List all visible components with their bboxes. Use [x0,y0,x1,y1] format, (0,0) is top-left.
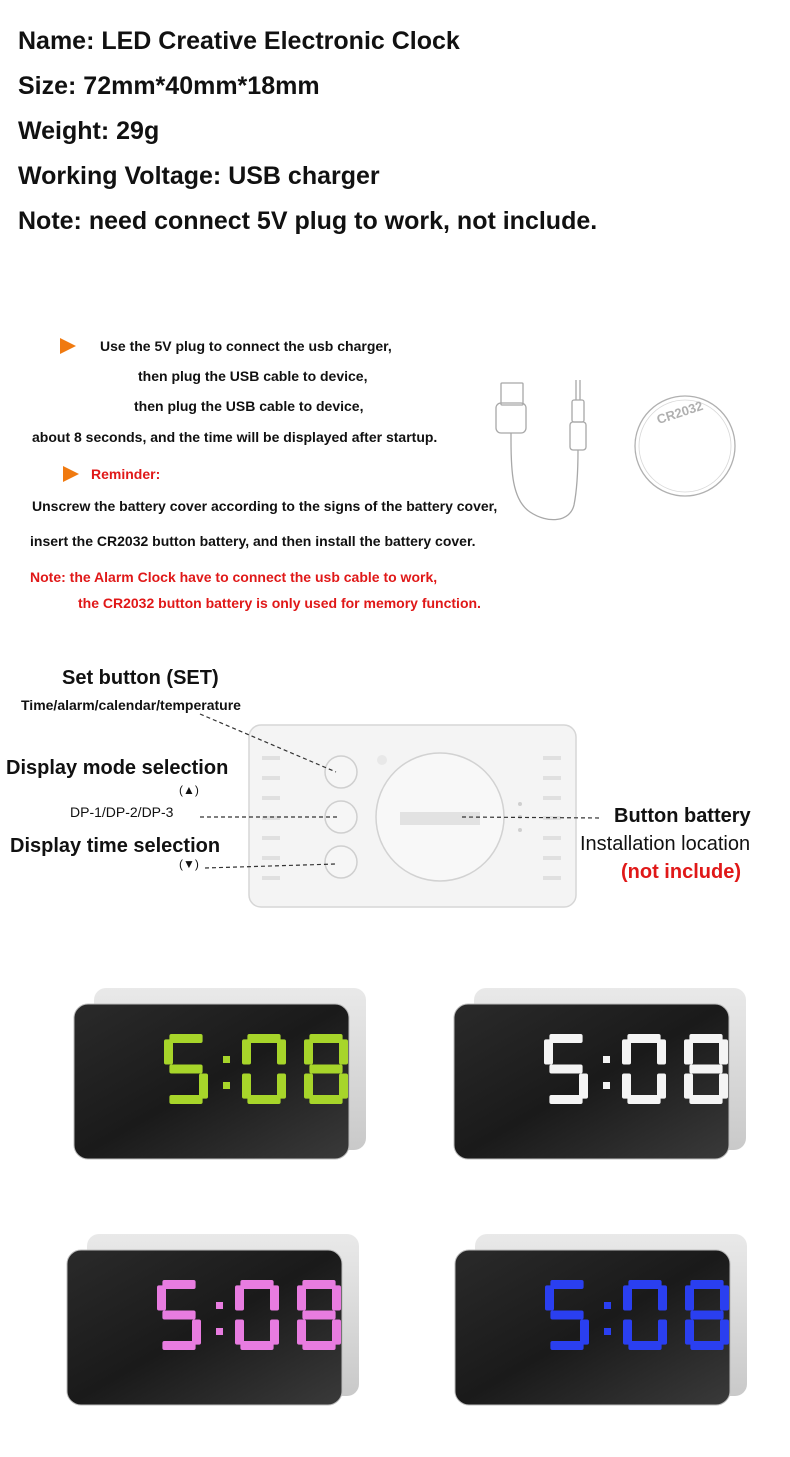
led-segment [549,1065,582,1074]
set-button-label: Set button (SET) [62,667,219,689]
led-segment [242,1074,251,1099]
led-segment [235,1285,244,1310]
led-segment [270,1320,279,1345]
led-segment [720,1285,729,1310]
led-segment [627,1095,660,1104]
led-segment [240,1341,273,1350]
spec-weight: Weight: 29g [18,117,160,145]
led-clock-3 [65,1232,375,1412]
reminder-label: Reminder: [91,466,161,482]
led-segment [162,1341,195,1350]
led-segment [339,1074,348,1099]
led-segment [720,1320,729,1345]
led-segment [235,1320,244,1345]
reminder-line-2: insert the CR2032 button battery, and then install the battery cover. [30,533,476,549]
led-segment [297,1285,306,1310]
led-segment [579,1074,588,1099]
led-segment [689,1034,722,1043]
led-segment [304,1039,313,1064]
led-colon-dot [604,1328,611,1335]
led-segment [580,1320,589,1345]
led-colon-dot [603,1082,610,1089]
led-segment [157,1285,166,1310]
orange-arrow-icon [63,466,79,482]
led-segment [302,1341,335,1350]
note-line-1: Note: the Alarm Clock have to connect the usb cable to work, [30,569,438,585]
reminder-line-1: Unscrew the battery cover according to the signs of the battery cover, [32,498,498,514]
led-segment [628,1341,661,1350]
led-segment [169,1034,202,1043]
led-colon-dot [223,1056,230,1063]
up-arrow-icon: (▲) [179,783,199,797]
led-segment [657,1074,666,1099]
led-segment [623,1320,632,1345]
led-segment [309,1095,342,1104]
led-segment [302,1280,335,1289]
led-colon-dot [216,1302,223,1309]
led-segment [550,1311,583,1320]
led-segment [309,1065,342,1074]
led-segment [627,1034,660,1043]
led-segment [242,1039,251,1064]
set-modes-label: Time/alarm/calendar/temperature [21,697,241,713]
led-segment [192,1320,201,1345]
led-segment [302,1311,335,1320]
led-colon-dot [603,1056,610,1063]
instruction-line-4: about 8 seconds, and the time will be displayed after startup. [32,429,438,445]
led-segment [169,1065,202,1074]
spec-voltage: Working Voltage: USB charger [18,162,380,190]
led-segment [164,1039,173,1064]
led-segment [247,1034,280,1043]
led-segment [657,1039,666,1064]
led-colon-dot [216,1328,223,1335]
spec-note: Note: need connect 5V plug to work, not include. [18,207,598,235]
instruction-line-3: then plug the USB cable to device, [134,398,364,414]
led-segment [162,1280,195,1289]
led-segment [297,1320,306,1345]
instruction-line-1: Use the 5V plug to connect the usb charger, [100,338,392,354]
led-segment [549,1095,582,1104]
led-segment [270,1285,279,1310]
led-segment [550,1280,583,1289]
led-segment [719,1039,728,1064]
spec-name: Name: LED Creative Electronic Clock [18,27,460,55]
spec-size: Size: 72mm*40mm*18mm [18,72,320,100]
led-segment [550,1341,583,1350]
led-segment [622,1039,631,1064]
led-segment [339,1039,348,1064]
display-time-label: Display time selection [10,835,221,857]
led-segment [685,1285,694,1310]
led-clock-2 [452,986,762,1166]
led-segment [277,1074,286,1099]
led-segment [309,1034,342,1043]
not-include-label: (not include) [621,861,741,883]
led-segment [304,1074,313,1099]
led-clock-4 [453,1232,763,1412]
led-segment [332,1320,341,1345]
led-segment [332,1285,341,1310]
led-colon-dot [223,1082,230,1089]
led-segment [719,1074,728,1099]
led-segment [684,1074,693,1099]
display-mode-label: Display mode selection [6,757,229,779]
instruction-line-2: then plug the USB cable to device, [138,368,368,384]
down-arrow-icon: (▼) [179,857,199,871]
led-segment [240,1280,273,1289]
led-segment [658,1320,667,1345]
led-clock-1 [72,986,382,1166]
led-segment [685,1320,694,1345]
dp-modes-label: DP-1/DP-2/DP-3 [70,804,174,820]
orange-arrow-icon [60,338,76,354]
led-colon-dot [604,1302,611,1309]
battery-location-label: Installation location [580,833,751,855]
led-segment [690,1280,723,1289]
led-segment [622,1074,631,1099]
led-segment [199,1074,208,1099]
led-segment [162,1311,195,1320]
led-segment [684,1039,693,1064]
led-segment [169,1095,202,1104]
led-segment [545,1285,554,1310]
led-segment [549,1034,582,1043]
led-segment [544,1039,553,1064]
led-segment [247,1095,280,1104]
led-segment [689,1095,722,1104]
led-segment [277,1039,286,1064]
led-segment [623,1285,632,1310]
note-line-2: the CR2032 button battery is only used for memory function. [78,595,481,611]
led-segment [690,1311,723,1320]
led-segment [658,1285,667,1310]
battery-title-label: Button battery [614,805,751,827]
led-segment [628,1280,661,1289]
led-segment [689,1065,722,1074]
led-segment [690,1341,723,1350]
coin-battery-label: CR2032 [654,397,705,428]
